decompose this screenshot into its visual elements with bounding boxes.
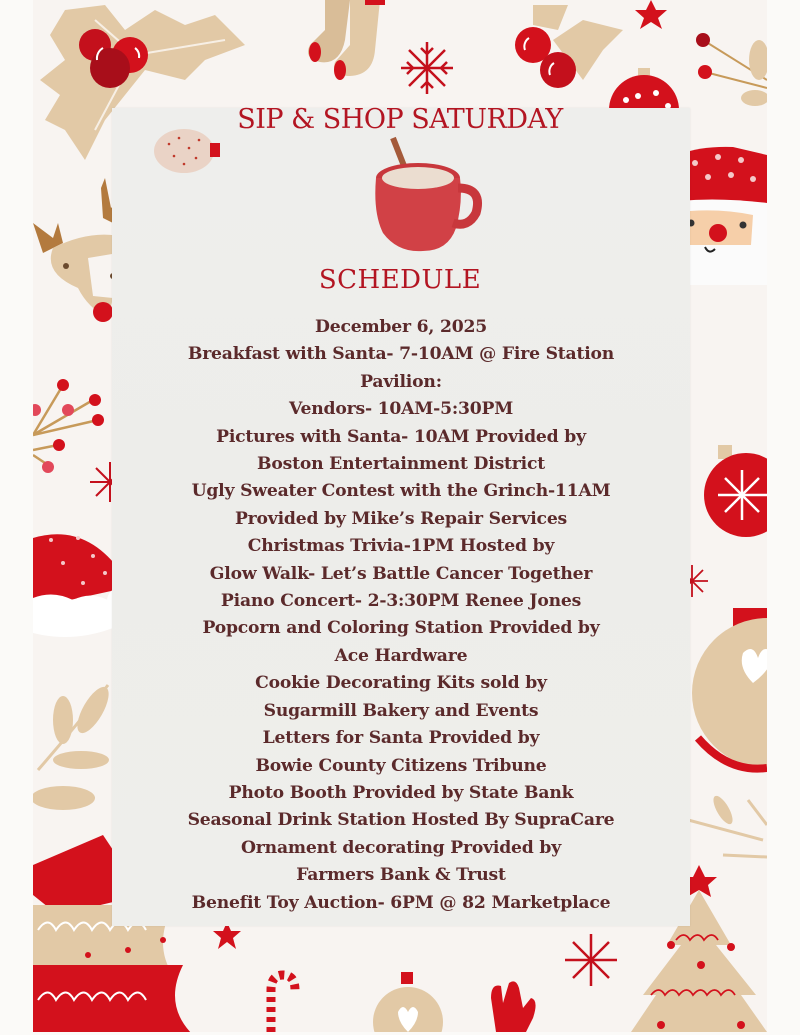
schedule-line: Benefit Toy Auction- 6PM @ 82 Marketplace	[191, 892, 611, 913]
event-date: December 6, 2025	[315, 317, 487, 337]
star-icon	[631, 0, 671, 30]
schedule-line: Ugly Sweater Contest with the Grinch-11AM	[191, 481, 611, 502]
schedule-line: Ornament decorating Provided by	[241, 837, 561, 858]
schedule-line: Seasonal Drink Station Hosted By SupraCare	[187, 810, 615, 831]
schedule-line: Bowie County Citizens Tribune	[255, 755, 547, 776]
schedule-line: Glow Walk- Let’s Battle Cancer Together	[209, 563, 593, 584]
candy-cane-icon	[261, 970, 301, 1032]
schedule-line: Photo Booth Provided by State Bank	[228, 782, 574, 803]
schedule-line: Letters for Santa Provided by	[262, 728, 540, 749]
leaf-branch-icon	[688, 795, 767, 865]
schedule-line: Popcorn and Coloring Station Provided by	[202, 618, 600, 639]
mitten-icon	[481, 978, 541, 1032]
schedule-heading: SCHEDULE	[318, 265, 482, 295]
berries-icon	[693, 30, 767, 110]
mug-icon	[368, 133, 484, 255]
sock-icon	[295, 0, 395, 82]
schedule-line: Pictures with Santa- 10AM Provided by	[216, 426, 586, 447]
schedule-line: Piano Concert- 2-3:30PM Renee Jones	[220, 591, 582, 612]
snowflake-icon	[397, 38, 457, 98]
snowflake-icon	[561, 930, 621, 990]
schedule-line: Farmers Bank & Trust	[296, 865, 506, 886]
schedule-line: Christmas Trivia-1PM Hosted by	[247, 536, 555, 557]
star-icon	[211, 922, 243, 950]
sweater-ornament-icon	[688, 608, 767, 773]
schedule-line: Pavilion:	[360, 371, 442, 392]
schedule-list	[112, 314, 690, 917]
schedule-line: Ace Hardware	[334, 645, 468, 666]
schedule-line: Boston Entertainment District	[257, 454, 545, 475]
schedule-line: Breakfast with Santa- 7-10AM @ Fire Station	[187, 344, 615, 365]
flyer-title: SIP & SHOP SATURDAY	[237, 104, 563, 135]
schedule-line: Sugarmill Bakery and Events	[263, 700, 539, 721]
schedule-line: Vendors- 10AM-5:30PM	[288, 399, 514, 420]
ornament-icon	[698, 445, 767, 545]
schedule-line: Cookie Decorating Kits sold by	[255, 673, 547, 694]
ornament-icon	[373, 972, 443, 1032]
schedule-line: Provided by Mike’s Repair Services	[234, 508, 568, 529]
leaf-branch-icon	[33, 680, 113, 810]
